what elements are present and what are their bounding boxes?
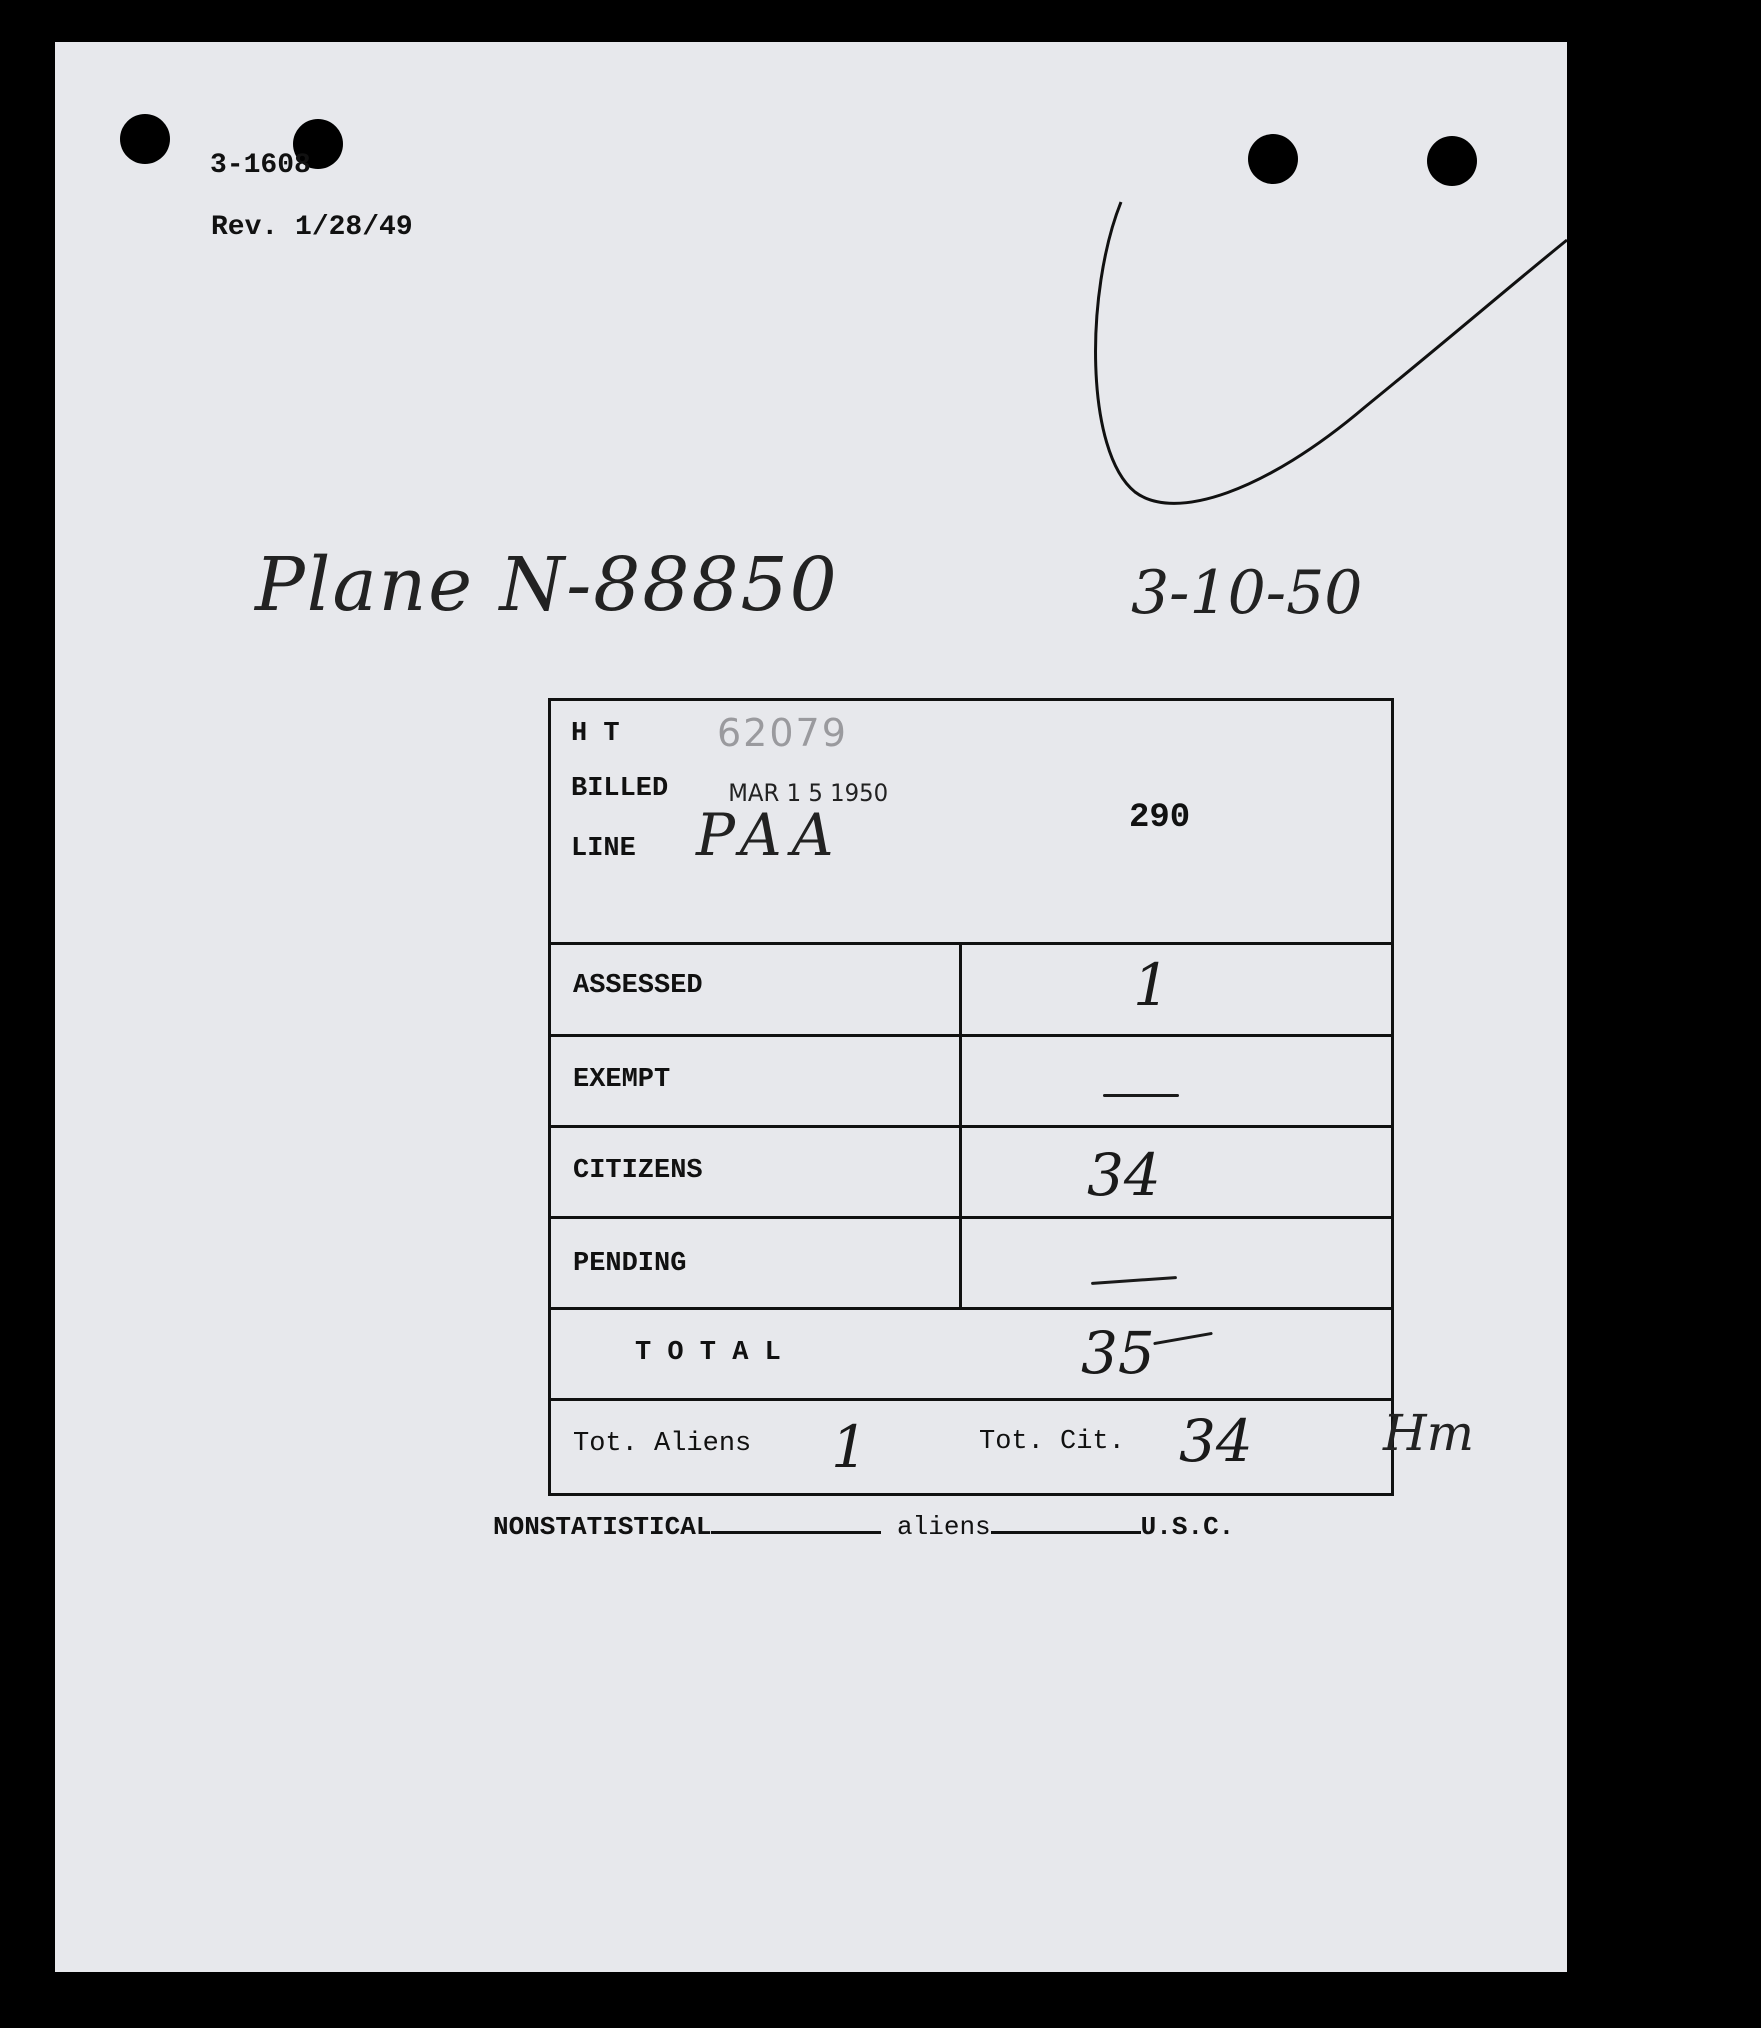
total-value: 35 (1081, 1319, 1155, 1387)
nonstatistical-blank (711, 1531, 881, 1534)
billed-date-stamp: MAR 1 5 1950 (728, 779, 889, 807)
punch-hole-right-2 (1427, 136, 1477, 186)
ht-label: H T (571, 719, 620, 749)
usc-label: U.S.C. (1140, 1512, 1235, 1542)
punch-hole-right-1 (1248, 134, 1298, 184)
passenger-tally-form (548, 698, 1394, 1496)
punch-hole-left-1 (120, 114, 170, 164)
tot-cit-value: 34 (1179, 1407, 1253, 1475)
divider (551, 1398, 1391, 1401)
tot-cit-label: Tot. Cit. (979, 1427, 1125, 1457)
nonstatistical-line (493, 1512, 1234, 1542)
exempt-label: EXEMPT (573, 1065, 671, 1095)
plane-annotation: Plane N-88850 (255, 542, 839, 628)
aliens-label: aliens (897, 1512, 991, 1542)
total-underline-stroke (1153, 1332, 1213, 1345)
document-page (55, 42, 1567, 1972)
initials-annotation: Hm (1383, 1404, 1475, 1462)
date-annotation: 3-10-50 (1131, 558, 1363, 628)
ht-number: 62079 (717, 711, 848, 755)
divider (551, 1307, 1391, 1310)
line-value: PAA (696, 801, 844, 869)
column-divider (959, 942, 962, 1309)
code-number: 290 (1129, 799, 1191, 837)
divider (551, 1125, 1391, 1128)
total-label: T O T A L (635, 1338, 781, 1368)
form-number: 3-1608 (210, 150, 311, 181)
exempt-value-dash (1103, 1094, 1179, 1097)
citizens-label: CITIZENS (573, 1156, 703, 1186)
nonstatistical-label: NONSTATISTICAL (493, 1512, 712, 1542)
assessed-label: ASSESSED (573, 971, 703, 1001)
billed-label: BILLED (571, 774, 669, 804)
pending-label: PENDING (573, 1249, 687, 1279)
assessed-value: 1 (1133, 951, 1170, 1019)
line-label: LINE (571, 834, 636, 864)
checkmark-signature-icon (1065, 192, 1567, 532)
divider (551, 942, 1391, 945)
citizens-value: 34 (1087, 1141, 1161, 1209)
aliens-blank (991, 1531, 1141, 1534)
tot-aliens-value: 1 (831, 1413, 868, 1481)
revision-date: Rev. 1/28/49 (211, 212, 413, 243)
tot-aliens-label: Tot. Aliens (573, 1429, 752, 1459)
divider (551, 1034, 1391, 1037)
pending-value-dash (1091, 1276, 1177, 1285)
divider (551, 1216, 1391, 1219)
